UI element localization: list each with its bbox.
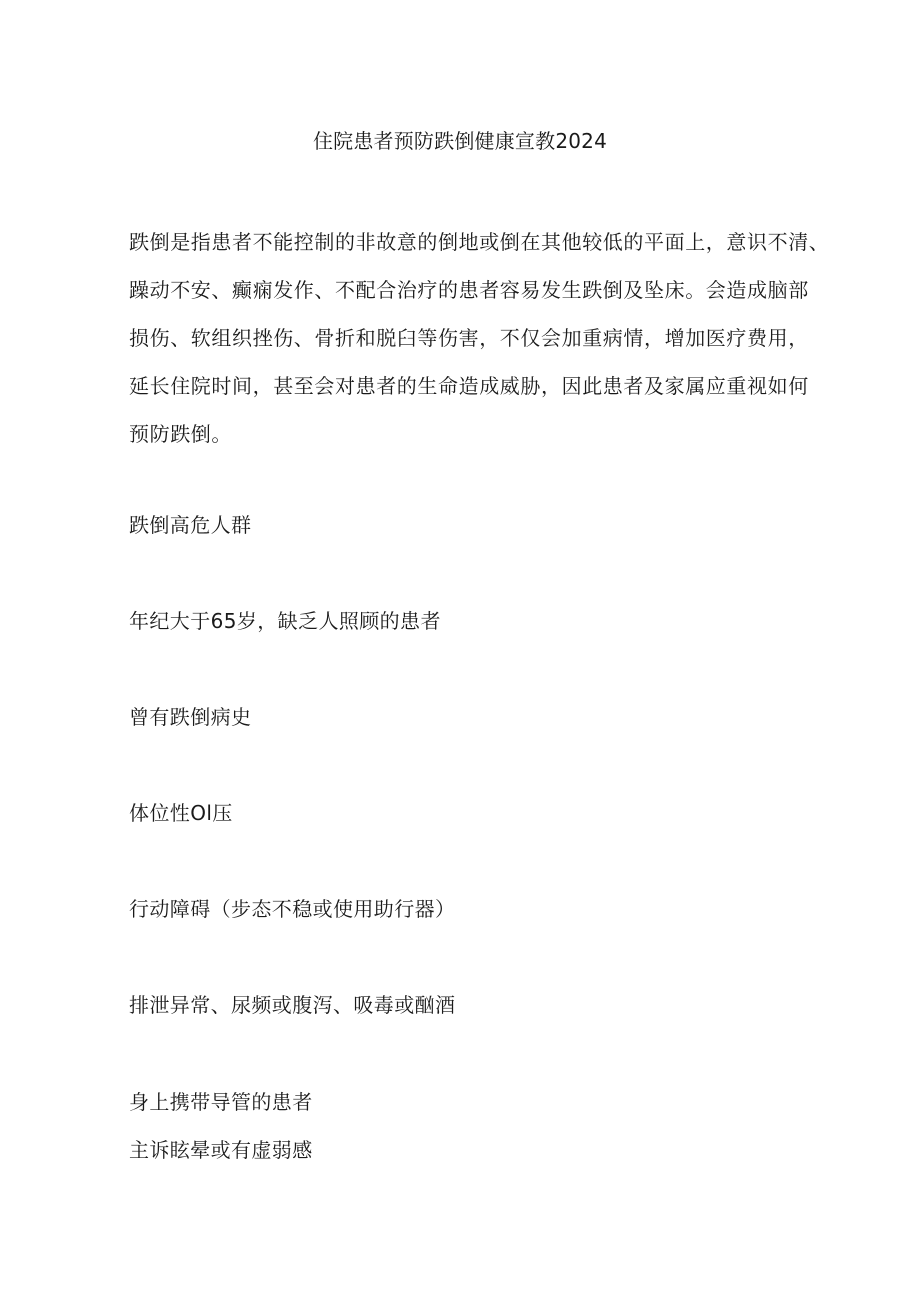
list-item: 主诉眩晕或有虚弱感 [129,1138,313,1162]
intro-line: 躁动不安、癫痫发作、不配合治疗的患者容易发生跌倒及坠床。会造成脑部 [129,278,809,302]
list-item: 身上携带导管的患者 [129,1090,313,1114]
intro-paragraph [129,218,830,458]
list-item: 曾有跌倒病史 [129,705,252,729]
list-item: 排泄异常、尿频或腹泻、吸毒或酗酒 [129,993,456,1017]
document-title: 住院患者预防跌倒健康宣教2024 [312,129,608,153]
intro-line: 预防跌倒。 [129,422,232,446]
intro-line: 损伤、软组织挫伤、骨折和脱臼等伤害，不仅会加重病情，增加医疗费用， [129,326,809,350]
intro-line: 跌倒是指患者不能控制的非故意的倒地或倒在其他较低的平面上，意识不清、 [129,230,830,254]
intro-line: 延长住院时间，甚至会对患者的生命造成威胁，因此患者及家属应重视如何 [129,374,809,398]
section-heading: 跌倒高危人群 [129,513,252,537]
list-item: 体位性Ol压 [129,801,233,825]
list-item: 年纪大于65岁，缺乏人照顾的患者 [129,609,441,633]
list-item: 行动障碍（步态不稳或使用助行器） [129,897,456,921]
